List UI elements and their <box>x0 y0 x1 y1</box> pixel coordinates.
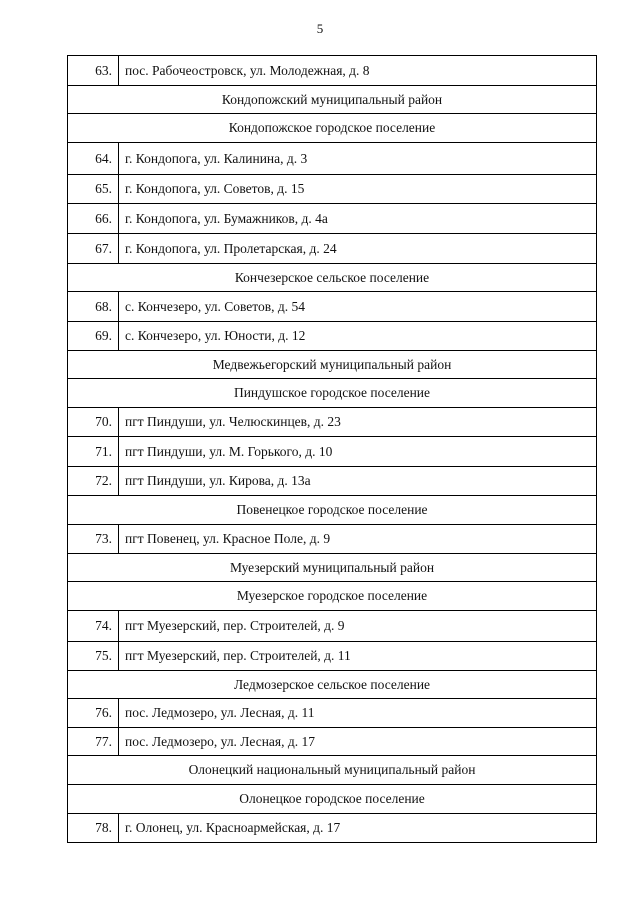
section-header: Медвежьегорский муниципальный район <box>68 351 597 379</box>
address-cell: с. Кончезеро, ул. Советов, д. 54 <box>119 292 597 322</box>
row-number: 75. <box>68 642 119 671</box>
section-header-row <box>68 554 597 582</box>
section-header-row <box>68 671 597 699</box>
address-cell: пгт Повенец, ул. Красное Поле, д. 9 <box>119 525 597 554</box>
row-number: 63. <box>68 56 119 86</box>
table-row <box>68 234 597 264</box>
address-cell: г. Кондопога, ул. Калинина, д. 3 <box>119 143 597 175</box>
row-number: 72. <box>68 467 119 496</box>
row-number: 66. <box>68 204 119 234</box>
table-row <box>68 56 597 86</box>
address-cell: пос. Рабочеостровск, ул. Молодежная, д. 8 <box>119 56 597 86</box>
address-cell: г. Кондопога, ул. Пролетарская, д. 24 <box>119 234 597 264</box>
section-header-row <box>68 264 597 292</box>
section-header-row <box>68 351 597 379</box>
table-row <box>68 437 597 467</box>
section-header-row <box>68 114 597 143</box>
section-header: Олонецкий национальный муниципальный район <box>68 756 597 785</box>
table-row <box>68 525 597 554</box>
address-cell: пгт Пиндуши, ул. Кирова, д. 13а <box>119 467 597 496</box>
address-cell: г. Кондопога, ул. Бумажников, д. 4а <box>119 204 597 234</box>
row-number: 74. <box>68 611 119 642</box>
table-row <box>68 204 597 234</box>
address-cell: пгт Пиндуши, ул. Челюскинцев, д. 23 <box>119 408 597 437</box>
row-number: 69. <box>68 322 119 351</box>
address-table-body <box>68 56 597 843</box>
section-header: Муезерский муниципальный район <box>68 554 597 582</box>
address-cell: пос. Ледмозеро, ул. Лесная, д. 17 <box>119 728 597 756</box>
table-row <box>68 143 597 175</box>
address-cell: г. Кондопога, ул. Советов, д. 15 <box>119 175 597 204</box>
table-row <box>68 611 597 642</box>
row-number: 70. <box>68 408 119 437</box>
address-cell: пос. Ледмозеро, ул. Лесная, д. 11 <box>119 699 597 728</box>
table-row <box>68 642 597 671</box>
address-table <box>67 55 597 843</box>
table-row <box>68 408 597 437</box>
table-row <box>68 175 597 204</box>
section-header: Ледмозерское сельское поселение <box>68 671 597 699</box>
section-header: Пиндушское городское поселение <box>68 379 597 408</box>
row-number: 76. <box>68 699 119 728</box>
section-header: Муезерское городское поселение <box>68 582 597 611</box>
row-number: 65. <box>68 175 119 204</box>
section-header: Кондопожское городское поселение <box>68 114 597 143</box>
table-row <box>68 467 597 496</box>
address-cell: с. Кончезеро, ул. Юности, д. 12 <box>119 322 597 351</box>
address-cell: пгт Муезерский, пер. Строителей, д. 11 <box>119 642 597 671</box>
row-number: 73. <box>68 525 119 554</box>
row-number: 64. <box>68 143 119 175</box>
address-cell: г. Олонец, ул. Красноармейская, д. 17 <box>119 814 597 843</box>
address-cell: пгт Пиндуши, ул. М. Горького, д. 10 <box>119 437 597 467</box>
section-header: Кончезерское сельское поселение <box>68 264 597 292</box>
address-cell: пгт Муезерский, пер. Строителей, д. 9 <box>119 611 597 642</box>
section-header: Повенецкое городское поселение <box>68 496 597 525</box>
table-row <box>68 814 597 843</box>
section-header-row <box>68 756 597 785</box>
page-number: 5 <box>316 21 324 36</box>
table-row <box>68 292 597 322</box>
section-header: Кондопожский муниципальный район <box>68 86 597 114</box>
row-number: 67. <box>68 234 119 264</box>
row-number: 68. <box>68 292 119 322</box>
section-header-row <box>68 582 597 611</box>
row-number: 78. <box>68 814 119 843</box>
section-header-row <box>68 785 597 814</box>
table-row <box>68 699 597 728</box>
row-number: 77. <box>68 728 119 756</box>
section-header-row <box>68 379 597 408</box>
table-row <box>68 322 597 351</box>
section-header-row <box>68 86 597 114</box>
row-number: 71. <box>68 437 119 467</box>
section-header-row <box>68 496 597 525</box>
table-row <box>68 728 597 756</box>
section-header: Олонецкое городское поселение <box>68 785 597 814</box>
